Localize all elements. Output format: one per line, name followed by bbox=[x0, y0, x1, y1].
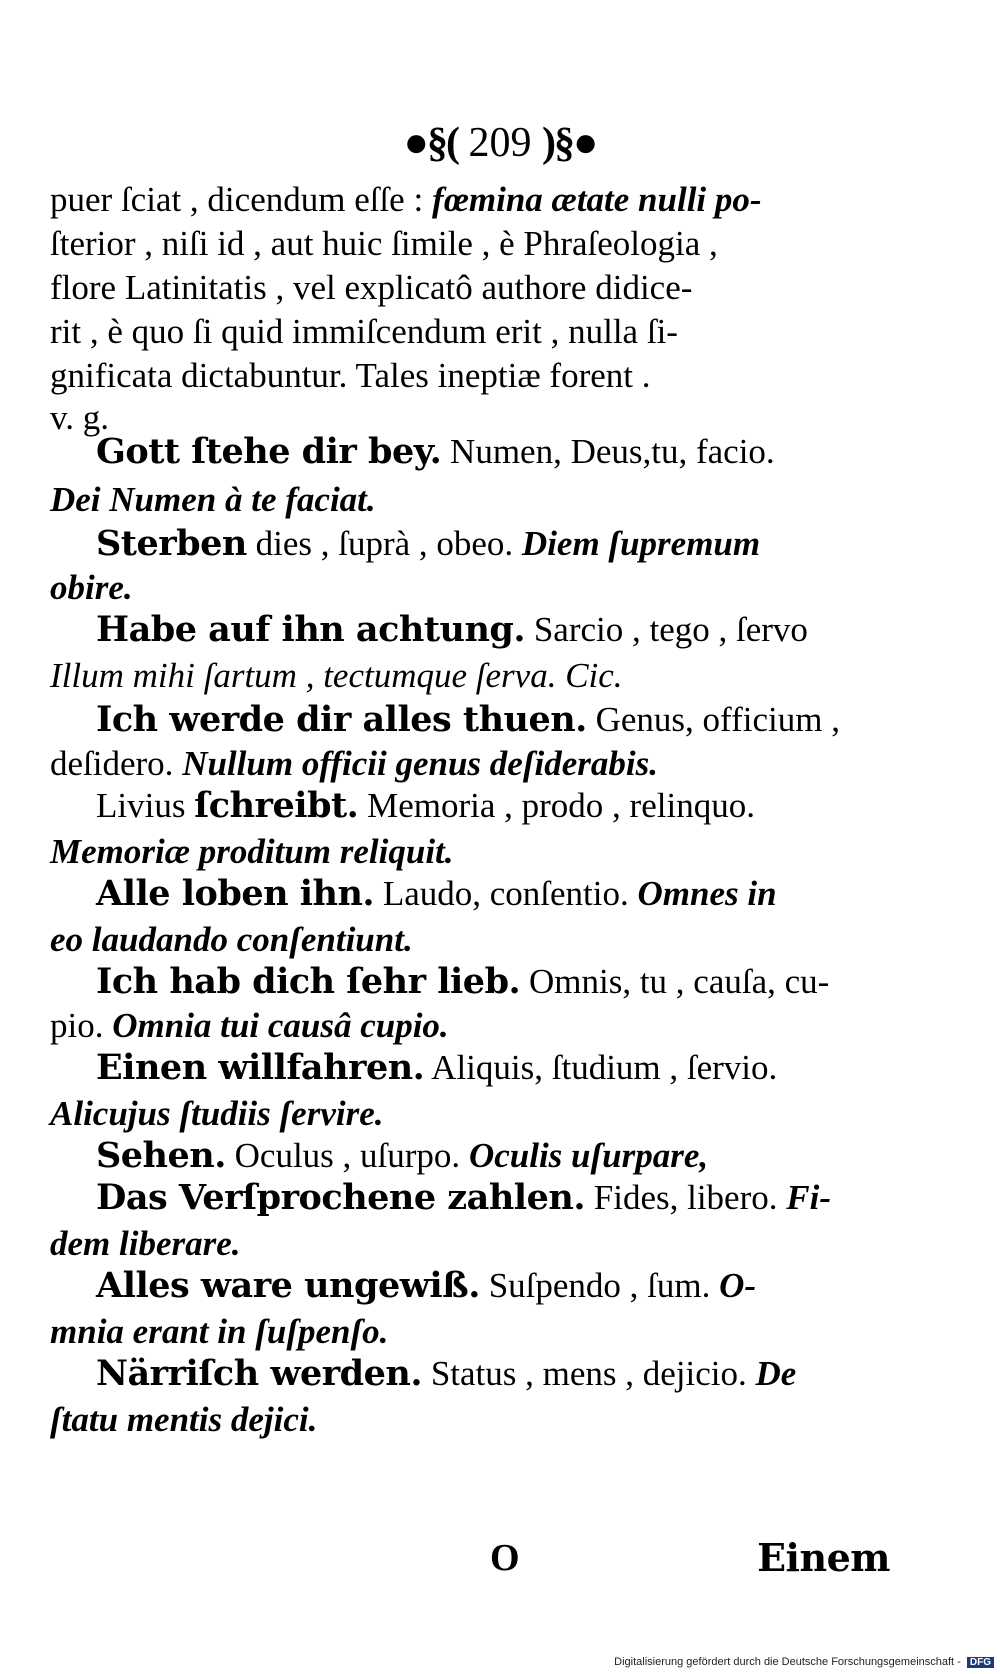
latin-translation: Dei Numen à te faciat. bbox=[50, 480, 376, 519]
text-segment: Numen, Deus,tu, facio. bbox=[441, 432, 775, 471]
text-line bbox=[96, 1134, 936, 1178]
text-segment: puer ſciat , dicendum eſſe : bbox=[50, 180, 432, 219]
page-footer bbox=[50, 1530, 890, 1586]
text-segment: rit , è quo ſi quid immiſcendum erit , nulla ſi- bbox=[50, 312, 678, 351]
text-segment: Status , mens , dejicio. bbox=[422, 1354, 756, 1393]
header-ornament-right: )§● bbox=[542, 120, 597, 166]
german-phrase: Das Verſprochene zahlen. bbox=[96, 1177, 586, 1218]
text-segment: Memoria , prodo , relinquo. bbox=[358, 786, 755, 825]
german-phrase: Sterben bbox=[96, 523, 247, 564]
signature-mark: O bbox=[490, 1537, 520, 1579]
dfg-credit bbox=[614, 1656, 994, 1668]
text-line bbox=[50, 1092, 890, 1136]
latin-translation: Oculis uſurpare, bbox=[468, 1136, 709, 1175]
text-line bbox=[50, 310, 890, 354]
latin-translation: fœmina ætate nulli po- bbox=[431, 180, 762, 219]
text-line bbox=[50, 354, 890, 398]
german-phrase: ſchreibt. bbox=[194, 785, 359, 826]
latin-translation: obire. bbox=[50, 568, 133, 607]
latin-translation: O- bbox=[719, 1266, 757, 1305]
text-line bbox=[50, 266, 890, 310]
german-phrase: Alle loben ihn. bbox=[96, 873, 375, 914]
text-line bbox=[50, 742, 890, 786]
text-segment: Livius bbox=[96, 786, 195, 825]
text-segment: Laudo, conſentio. bbox=[374, 874, 638, 913]
header-ornament-left: ●§( bbox=[403, 120, 458, 166]
latin-translation: Omnia tui causâ cupio. bbox=[112, 1006, 449, 1045]
text-line bbox=[50, 566, 890, 610]
text-line bbox=[50, 1004, 890, 1048]
dfg-credit-text: Digitalisierung gefördert durch die Deutsche Forschungsgemeinschaft - bbox=[614, 1656, 961, 1668]
text-line bbox=[96, 522, 936, 566]
text-line bbox=[96, 698, 936, 742]
text-line bbox=[50, 1398, 890, 1442]
text-segment: pio. bbox=[50, 1006, 113, 1045]
german-phrase: Närriſch werden. bbox=[96, 1353, 423, 1394]
text-line bbox=[96, 960, 936, 1004]
text-segment: Sarcio , tego , ſervo bbox=[525, 610, 808, 649]
text-segment: Genus, officium , bbox=[586, 700, 840, 739]
german-phrase: Einen willfahren. bbox=[96, 1047, 425, 1088]
latin-translation: ſtatu mentis dejici. bbox=[50, 1400, 318, 1439]
text-segment: Oculus , uſurpo. bbox=[225, 1136, 469, 1175]
dfg-logo: DFG bbox=[967, 1657, 994, 1668]
latin-translation: Alicujus ſtudiis ſervire. bbox=[50, 1094, 384, 1133]
latin-translation: De bbox=[755, 1354, 797, 1393]
text-segment: Aliquis, ſtudium , ſervio. bbox=[424, 1048, 778, 1087]
text-line bbox=[96, 1046, 936, 1090]
text-line bbox=[50, 1222, 890, 1266]
german-phrase: Habe auf ihn achtung. bbox=[96, 609, 526, 650]
german-phrase: Alles ware ungewiß. bbox=[96, 1265, 480, 1306]
german-phrase: Gott ſtehe dir bey. bbox=[96, 431, 442, 472]
text-segment: ſterior bbox=[50, 224, 136, 263]
text-segment: Suſpendo , ſum. bbox=[479, 1266, 720, 1305]
text-segment: Fides, libero. bbox=[585, 1178, 787, 1217]
latin-translation: eo laudando conſentiunt. bbox=[50, 920, 413, 959]
latin-translation: Omnes in bbox=[637, 874, 777, 913]
text-segment: Omnis, tu , cauſa, cu- bbox=[520, 962, 830, 1001]
text-line bbox=[96, 1352, 936, 1396]
text-line bbox=[96, 1176, 936, 1220]
text-line bbox=[96, 608, 936, 652]
latin-translation: Illum mihi ſartum , tectumque ſerva. Cic. bbox=[50, 656, 623, 695]
text-line bbox=[50, 654, 890, 698]
text-line bbox=[50, 222, 890, 266]
text-line bbox=[96, 784, 936, 828]
page-number: 209 bbox=[468, 120, 532, 166]
latin-translation: mnia erant in ſuſpenſo. bbox=[50, 1312, 389, 1351]
german-phrase: Sehen. bbox=[96, 1135, 226, 1176]
text-segment: dies , ſuprà , obeo. bbox=[246, 524, 522, 563]
text-line bbox=[50, 918, 890, 962]
text-segment: v. g. bbox=[50, 398, 109, 437]
latin-translation: Fi- bbox=[786, 1178, 831, 1217]
text-line bbox=[50, 1310, 890, 1354]
german-phrase: Ich hab dich ſehr lieb. bbox=[96, 961, 521, 1002]
latin-translation: Memoriæ proditum reliquit. bbox=[50, 832, 454, 871]
latin-translation: Diem ſupremum bbox=[521, 524, 761, 563]
page-header bbox=[0, 108, 1000, 178]
german-phrase: Ich werde dir alles thuen. bbox=[96, 699, 587, 740]
latin-translation: dem liberare. bbox=[50, 1224, 241, 1263]
text-line bbox=[50, 830, 890, 874]
latin-translation: Nullum officii genus deſiderabis. bbox=[182, 744, 658, 783]
text-segment: deſidero. bbox=[50, 744, 183, 783]
text-line bbox=[50, 478, 890, 522]
text-line bbox=[96, 430, 936, 474]
text-line bbox=[50, 178, 890, 222]
text-segment: gnificata dictabuntur. Tales ineptiæ forent . bbox=[50, 356, 651, 395]
text-line bbox=[96, 1264, 936, 1308]
text-line bbox=[96, 872, 936, 916]
catchword: Einem bbox=[757, 1535, 890, 1580]
text-segment: , niſi id , aut huic ſimile , è Phraſeologia , bbox=[135, 224, 718, 263]
text-segment: flore Latinitatis , vel explicatô authore didice- bbox=[50, 268, 693, 307]
